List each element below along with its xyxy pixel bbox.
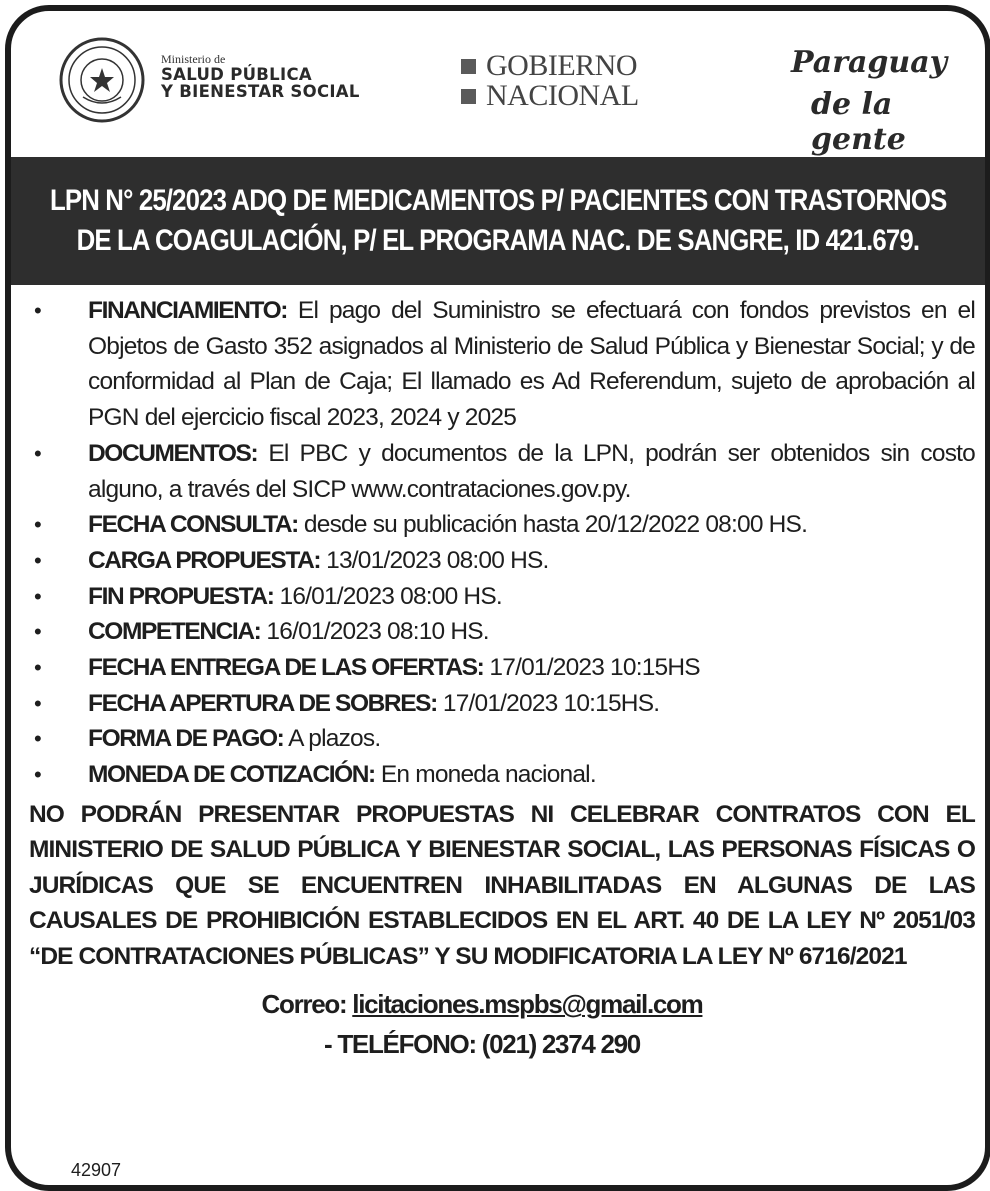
- list-item-fin-propuesta: [29, 579, 975, 615]
- phone-label: - TELÉFONO:: [324, 1029, 482, 1060]
- contact-phone-line: [29, 1024, 975, 1064]
- list-item-entrega-ofertas: [29, 650, 975, 686]
- prohibition-warning: NO PODRÁN PRESENTAR PROPUESTAS NI CELEBRAR CONTRATOS CON EL MINISTERIO DE SALUD PÚBLICA Y BIENESTAR SOCIAL, LAS PERSONAS FÍSICAS O JURÍDICAS QUE SE ENCUENTREN INHABILITADAS EN ALGUNAS DE LAS CAUSALES DE PROHIBICIÓN ESTABLECIDOS EN EL ART. 40 DE LA LEY Nº 2051/03 “DE CONTRATACIONES PÚBLICAS” Y SU MODIFICATORIA LA LEY Nº 6716/2021: [29, 800, 975, 970]
- item-label: CARGA PROPUESTA:: [88, 546, 321, 574]
- item-label: FINANCIAMIENTO:: [88, 297, 288, 324]
- square-mark-icon: [461, 59, 476, 74]
- gobierno-nacional-logo: [461, 51, 639, 111]
- email-link[interactable]: licitaciones.mspbs@gmail.com: [352, 989, 703, 1020]
- item-label: FORMA DE PAGO:: [88, 725, 284, 753]
- item-label: FECHA APERTURA DE SOBRES:: [88, 689, 437, 717]
- list-item-moneda: [29, 757, 975, 793]
- notice-body: [29, 293, 975, 1064]
- list-item-financiamiento: [29, 293, 975, 436]
- gobierno-line2: NACIONAL: [486, 79, 639, 112]
- bullet: •: [34, 512, 41, 538]
- bullet: •: [34, 583, 41, 609]
- reference-number: 42907: [71, 1160, 122, 1180]
- title-line2: DE LA COAGULACIÓN, P/ EL PROGRAMA NAC. DE SANGRE, ID 421.679.: [76, 224, 920, 257]
- phone-number: (021) 2374 290: [481, 1029, 640, 1060]
- bullet: •: [34, 690, 41, 716]
- title-line1: LPN N° 25/2023 ADQ DE MEDICAMENTOS P/ PACIENTES CON TRASTORNOS: [49, 184, 947, 217]
- national-seal-logo: [59, 37, 145, 123]
- item-text: 16/01/2023 08:00 HS.: [273, 582, 502, 610]
- item-label: COMPETENCIA:: [88, 618, 261, 646]
- square-mark-icon: [461, 89, 476, 104]
- item-text: desde su publicación hasta 20/12/2022 08:00 HS.: [297, 511, 808, 539]
- bullet: •: [34, 619, 41, 645]
- list-item-documentos: [29, 436, 975, 507]
- item-label: DOCUMENTOS:: [88, 439, 258, 467]
- slogan-line1: Paraguay: [791, 45, 948, 80]
- bullet: •: [34, 298, 41, 323]
- item-text: En moneda nacional.: [374, 761, 596, 789]
- item-text: 16/01/2023 08:10 HS.: [260, 618, 489, 646]
- ministry-logo-text: [161, 53, 360, 100]
- bullet: •: [34, 440, 41, 466]
- item-label: FECHA ENTREGA DE LAS OFERTAS:: [88, 654, 484, 682]
- item-text: 17/01/2023 10:15HS: [483, 654, 700, 682]
- item-text: 13/01/2023 08:00 HS.: [320, 546, 549, 574]
- header: [11, 11, 985, 157]
- email-label: Correo:: [261, 989, 353, 1020]
- list-item-carga-propuesta: [29, 543, 975, 579]
- notice-frame: [5, 5, 990, 1191]
- contact-email-line: [29, 984, 975, 1024]
- list-item-competencia: [29, 614, 975, 650]
- slogan-line2: de la gente: [811, 87, 906, 157]
- bullet: •: [34, 547, 41, 573]
- ministry-name-line1: SALUD PÚBLICA: [161, 64, 312, 84]
- item-text: 17/01/2023 10:15HS.: [436, 689, 660, 717]
- item-text: A plazos.: [283, 725, 381, 753]
- bullet: •: [34, 726, 41, 752]
- gobierno-line1: GOBIERNO: [486, 49, 637, 82]
- ministry-small-label: Ministerio de: [161, 52, 226, 66]
- list-item-apertura-sobres: [29, 686, 975, 722]
- item-label: MONEDA DE COTIZACIÓN:: [88, 761, 375, 789]
- title-banner: [11, 157, 985, 285]
- ministry-name-line2: Y BIENESTAR SOCIAL: [161, 81, 360, 101]
- item-text: El pago del Suministro se efectuará con fondos previstos en el Objetos de Gasto 352 asignados al Ministerio de Salud Pública y Bienestar Social; y de conformidad al Plan de Caja; El llamado es Ad Referendum, sujeto de aprobación al PGN del ejercicio fiscal 2023, 2024 y 2025: [88, 297, 975, 432]
- item-label: FECHA CONSULTA:: [88, 511, 298, 539]
- list-item-fecha-consulta: [29, 507, 975, 543]
- list-item-forma-pago: [29, 721, 975, 757]
- bullet: •: [34, 655, 41, 681]
- item-label: FIN PROPUESTA:: [88, 582, 274, 610]
- slogan-logo: [786, 39, 986, 157]
- bullet: •: [34, 762, 41, 788]
- item-text: El PBC y documentos de la LPN, podrán ser obtenidos sin costo alguno, a través del SICP www.contrataciones.gov.py.: [88, 439, 975, 503]
